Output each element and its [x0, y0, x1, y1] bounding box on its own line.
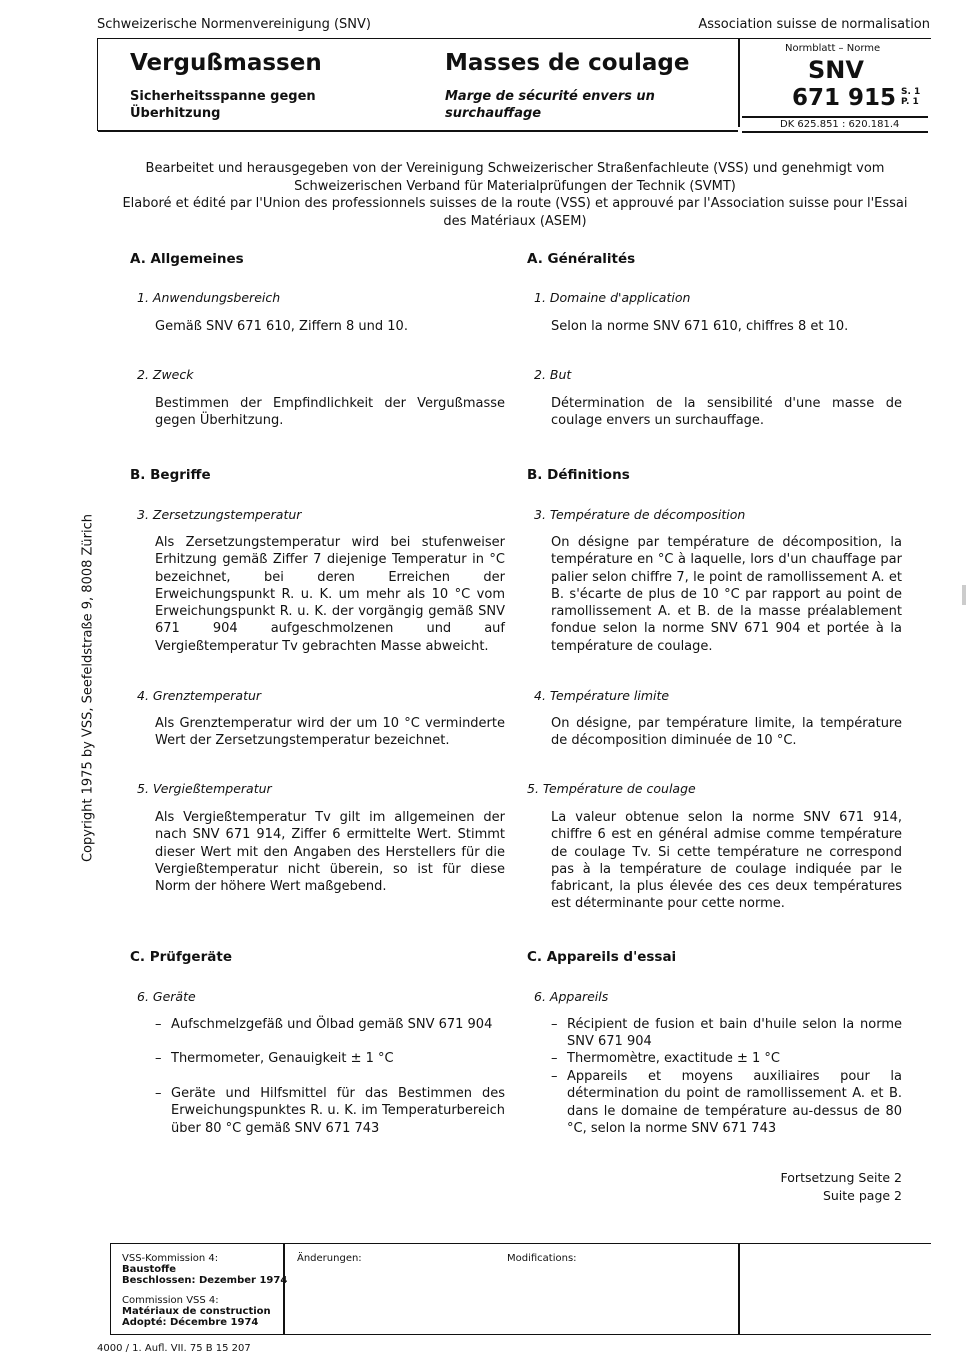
de-s5-title: 5. Vergießtemperatur — [137, 781, 272, 796]
fr-s4-text: On désigne, par température limite, la température de décomposition diminuée de 10 °C. — [551, 716, 902, 749]
fr-s6-title: 6. Appareils — [534, 989, 609, 1004]
de-section-a: A. Allgemeines — [130, 251, 244, 267]
fr-s2-title: 2. But — [534, 367, 572, 382]
fr-s5-title: 5. Température de coulage — [527, 781, 696, 796]
subtitle-fr-1: Marge de sécurité envers un — [445, 89, 655, 104]
de-section-b: B. Begriffe — [130, 467, 211, 483]
fr-s6-item-3-text: Appareils et moyens auxiliaires pour la détermination du point de ramollissement A. et B. dans le domaine de température au-dessus de 80 °C, selon la norme SNV 671 743 — [567, 1069, 902, 1136]
fr-s3-title: 3. Température de décomposition — [534, 507, 746, 522]
dash-marker: – — [551, 1051, 558, 1066]
page-s: S. 1 — [901, 87, 921, 97]
fr-s3-text: On désigne par température de décomposition, la température en °C à laquelle, lors d'un chauffage par palier selon chiffre 7, le point de ramollissement A. et B. s'écarte de plus de 10 °C par rapport au point de ramollissement A. et B. de la masse préalablement fondue selon la norme SNV 671 904 et portée à la température de coulage. — [551, 535, 902, 654]
normblatt-label: Normblatt – Norme — [785, 43, 881, 54]
de-s6-item-1-text: Aufschmelzgefäß und Ölbad gemäß SNV 671 904 — [171, 1017, 493, 1032]
fr-s5-text: La valeur obtenue selon la norme SNV 671 914, chiffre 6 est en général admise comme température de coulage Tv. Si cette température ne correspond pas à la température de coulage indiquée par le fabricant, la plus élevée des ces deux températures est déterminante pour cette norme. — [551, 810, 902, 912]
committee-fr-line-1: Commission VSS 4: — [122, 1295, 219, 1306]
page-p: P. 1 — [901, 97, 919, 107]
de-s1-text: Gemäß SNV 671 610, Ziffern 8 und 10. — [155, 319, 408, 334]
subtitle-de-2: Überhitzung — [130, 106, 221, 121]
de-s4-title: 4. Grenztemperatur — [137, 688, 262, 703]
copyright-notice: Copyright 1975 by VSS, Seefeldstraße 9, 8008 Zürich — [80, 513, 96, 863]
fr-section-c: C. Appareils d'essai — [527, 949, 677, 965]
de-s1-title: 1. Anwendungsbereich — [137, 290, 281, 305]
committee-de-line-1: VSS-Kommission 4: — [122, 1253, 219, 1264]
fr-s1-text: Selon la norme SNV 671 610, chiffres 8 et 10. — [551, 319, 849, 334]
dash-marker: – — [155, 1017, 162, 1032]
fr-s6-item-2-text: Thermomètre, exactitude ± 1 °C — [567, 1051, 781, 1066]
de-s6-item-3-text: Geräte und Hilfsmittel für das Bestimmen des Erweichungspunktes R. u. K. im Temperaturbereich über 80 °C gemäß SNV 671 743 — [171, 1086, 505, 1136]
title-divider — [738, 39, 740, 127]
org-left: Schweizerische Normenvereinigung (SNV) — [97, 17, 371, 32]
intro-line-4: des Matériaux (ASEM) — [443, 213, 587, 229]
de-section-c: C. Prüfgeräte — [130, 949, 232, 965]
dk-code: DK 625.851 : 620.181.4 — [780, 119, 900, 130]
title-fr: Masses de coulage — [445, 50, 690, 76]
committee-de-line-2: Baustoffe — [122, 1264, 176, 1275]
committee-de-line-3: Beschlossen: Dezember 1974 — [122, 1275, 288, 1286]
scan-edge-mark — [962, 585, 966, 605]
subtitle-de-1: Sicherheitsspanne gegen — [130, 89, 316, 104]
de-s3-title: 3. Zersetzungstemperatur — [137, 507, 302, 522]
snv-label: SNV — [808, 56, 864, 84]
de-s6-item-2-text: Thermometer, Genauigkeit ± 1 °C — [171, 1051, 394, 1066]
de-s6-item-1 — [155, 1016, 505, 1033]
fr-s4-title: 4. Température limite — [534, 688, 670, 703]
dash-marker: – — [551, 1017, 558, 1032]
fr-s6-item-3 — [551, 1068, 902, 1137]
dash-marker: – — [155, 1086, 162, 1101]
de-s6-item-2 — [155, 1050, 505, 1067]
changes-de-label: Änderungen: — [297, 1253, 362, 1264]
fr-s6-item-1 — [551, 1016, 902, 1051]
title-de: Vergußmassen — [130, 50, 322, 76]
norm-number: 671 915 — [792, 85, 897, 111]
committee-fr — [122, 1295, 271, 1328]
continuation-fr: Suite page 2 — [822, 1188, 902, 1203]
fr-s6-item-2 — [551, 1050, 902, 1067]
intro-paragraph — [110, 160, 920, 230]
committee-fr-line-3: Adopté: Décembre 1974 — [122, 1317, 259, 1328]
intro-line-3: Elaboré et édité par l'Union des professionnels suisses de la route (VSS) et approuvé par l'Association suisse pour l'Essai — [122, 196, 908, 211]
subtitle-fr-2: surchauffage — [445, 106, 542, 121]
fr-section-b: B. Définitions — [527, 467, 630, 483]
fr-section-a: A. Généralités — [527, 251, 636, 267]
committee-de — [122, 1253, 287, 1286]
continuation-de: Fortsetzung Seite 2 — [780, 1170, 902, 1185]
print-code: 4000 / 1. Aufl. VII. 75 B 15 207 — [97, 1343, 251, 1354]
fr-s2-text: Détermination de la sensibilité d'une masse de coulage envers un surchauffage. — [551, 396, 902, 429]
de-s5-text: Als Vergießtemperatur Tv gilt im allgemeinen der nach SNV 671 914, Ziffer 6 ermittelte Wert. Stimmt dieser Wert mit den Angaben des Herstellers für die Vergießtemperatur nicht überein, so ist für diese Norm der höhere Wert maßgebend. — [155, 810, 505, 895]
de-s4-text: Als Grenztemperatur wird der um 10 °C verminderte Wert der Zersetzungstemperatur bezeichnet. — [155, 716, 505, 749]
de-s6-title: 6. Geräte — [137, 989, 196, 1004]
changes-fr-label: Modifications: — [507, 1253, 577, 1264]
committee-fr-line-2: Matériaux de construction — [122, 1306, 271, 1317]
dk-line-bottom — [742, 131, 928, 133]
de-s6-item-3 — [155, 1085, 505, 1137]
de-s2-text: Bestimmen der Empfindlichkeit der Vergußmasse gegen Überhitzung. — [155, 396, 505, 429]
fr-s1-title: 1. Domaine d'application — [534, 290, 691, 305]
dash-marker: – — [551, 1069, 558, 1084]
org-right: Association suisse de normalisation — [698, 17, 930, 32]
footer-divider-2 — [738, 1243, 740, 1335]
dash-marker: – — [155, 1051, 162, 1066]
de-s3-text: Als Zersetzungstemperatur wird bei stufenweiser Erhitzung gemäß Ziffer 7 diejenige Temperatur in °C bezeichnet, bei deren Erreichen der Erweichungspunkt R. u. K. um mehr als 10 °C vom Erweichungspunkt R. u. K. der vorgängig gemäß SNV 671 904 aufgeschmolzenen und auf Vergießtemperatur Tv gebrachten Masse abweicht. — [155, 535, 505, 654]
de-s2-title: 2. Zweck — [137, 367, 194, 382]
title-bottom-line — [98, 130, 738, 132]
intro-line-1: Bearbeitet und herausgegeben von der Vereinigung Schweizerischer Straßenfachleute (VSS) und genehmigt vom — [145, 161, 885, 176]
dk-line-top — [742, 116, 928, 118]
intro-line-2: Schweizerischen Verband für Materialprüfungen der Technik (SVMT) — [294, 178, 736, 194]
fr-s6-item-1-text: Récipient de fusion et bain d'huile selon la norme SNV 671 904 — [567, 1017, 902, 1050]
